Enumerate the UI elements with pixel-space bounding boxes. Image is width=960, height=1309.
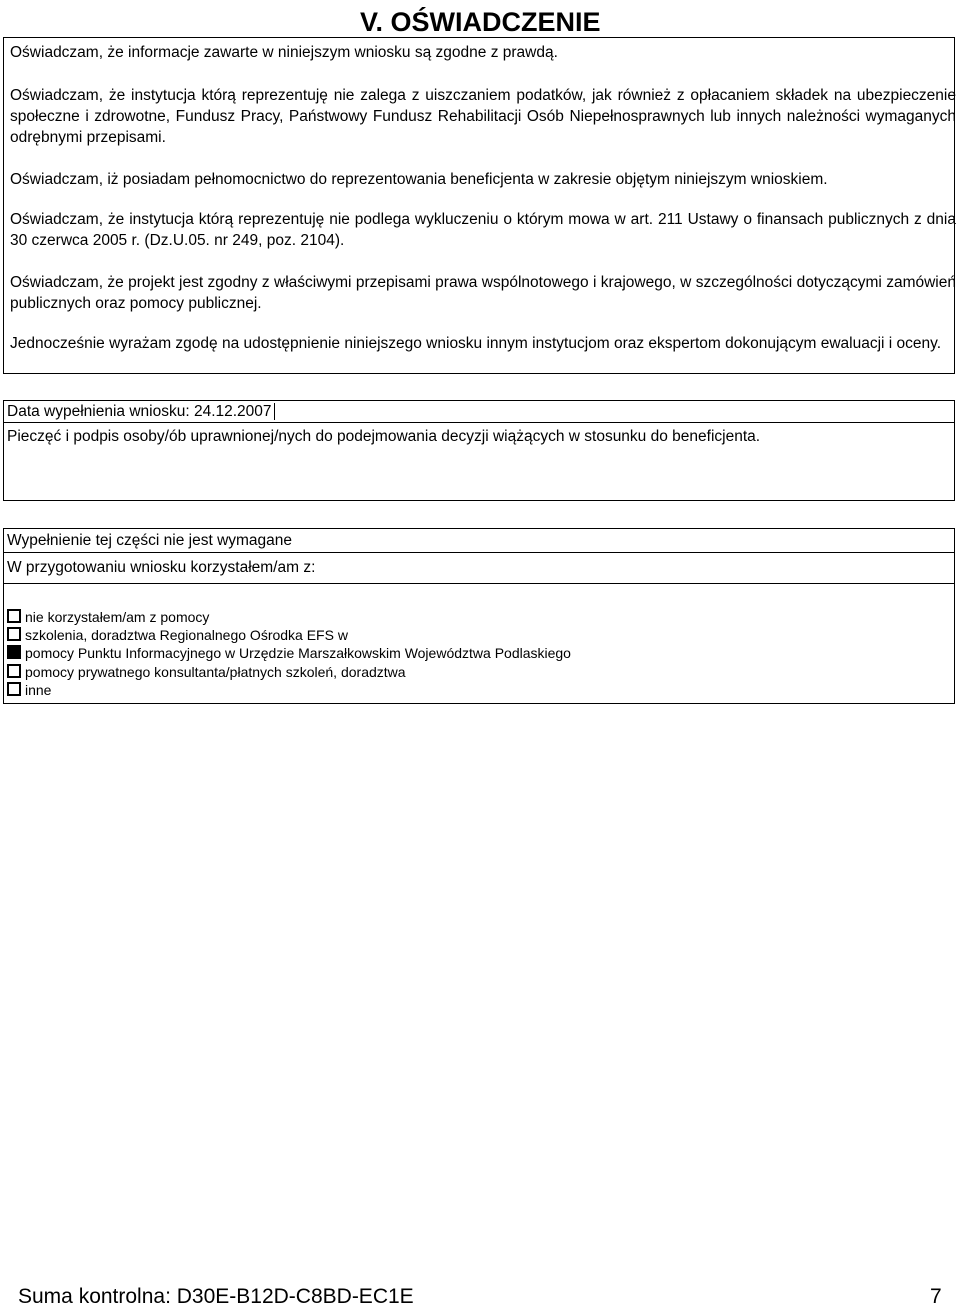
statement-power-of-attorney: Oświadczam, iż posiadam pełnomocnictwo do reprezentowania beneficjenta w zakresie objętym niniejszym wnioskiem. <box>10 171 828 188</box>
page-number: 7 <box>930 1285 942 1308</box>
option-label: pomocy prywatnego konsultanta/płatnych szkoleń, doradztwa <box>25 664 406 680</box>
statement-legal-compliance: Oświadczam, że projekt jest zgodny z właściwymi przepisami prawa wspólnotowego i krajowego, w szczególności dotyczącymi zamówień publicznych oraz pomocy publicznej. <box>10 274 956 312</box>
optional-question: W przygotowaniu wniosku korzystałem/am z: <box>4 553 954 584</box>
optional-header: Wypełnienie tej części nie jest wymagane <box>4 529 954 553</box>
signature-box <box>3 400 955 501</box>
option-label: szkolenia, doradztwa Regionalnego Ośrodka EFS w <box>25 627 348 643</box>
option-efs-training[interactable] <box>7 626 348 644</box>
checkbox-empty-icon[interactable] <box>7 682 21 696</box>
statements-box <box>3 37 955 374</box>
checksum: Suma kontrolna: D30E-B12D-C8BD-EC1E <box>18 1285 414 1308</box>
signature-label: Pieczęć i podpis osoby/ób uprawnionej/nych do podejmowania decyzji wiążących w stosunku do beneficjenta. <box>7 428 761 445</box>
statement-consent: Jednocześnie wyrażam zgodę na udostępnienie niniejszego wniosku innym instytucjom oraz ekspertom dokonującym ewaluacji i oceny. <box>10 335 942 352</box>
option-label: pomocy Punktu Informacyjnego w Urzędzie Marszałkowskim Województwa Podlaskiego <box>25 645 571 661</box>
option-no-help[interactable] <box>7 608 209 626</box>
option-other[interactable] <box>7 681 51 699</box>
statement-truth: Oświadczam, że informacje zawarte w niniejszym wniosku są zgodne z prawdą. <box>10 44 558 61</box>
checkbox-empty-icon[interactable] <box>7 664 21 678</box>
optional-section-box <box>3 528 955 704</box>
date-row <box>4 401 954 423</box>
option-info-point[interactable] <box>7 644 571 662</box>
checkbox-checked-icon[interactable] <box>7 645 21 659</box>
section-title: V. OŚWIADCZENIE <box>360 7 601 37</box>
checkbox-empty-icon[interactable] <box>7 609 21 623</box>
option-label: nie korzystałem/am z pomocy <box>25 609 210 625</box>
statement-no-exclusion: Oświadczam, że instytucja którą reprezentuję nie podlega wykluczeniu o którym mowa w art. 211 Ustawy o finansach publicznych z dnia 30 czerwca 2005 r. (Dz.U.05. nr 249, poz. 2104). <box>10 211 956 249</box>
fill-date[interactable]: Data wypełnienia wniosku: 24.12.2007 <box>7 403 275 420</box>
checkbox-empty-icon[interactable] <box>7 627 21 641</box>
option-label: inne <box>25 682 52 698</box>
option-private-consultant[interactable] <box>7 663 406 681</box>
statement-no-arrears: Oświadczam, że instytucja którą reprezentuję nie zalega z uiszczaniem podatków, jak również z opłacaniem składek na ubezpieczenie społeczne i zdrowotne, Fundusz Pracy, Państwowy Fundusz Rehabilitacji Osób Niepełnosprawnych lub innych należności wymaganych odrębnymi przepisami. <box>10 87 956 146</box>
